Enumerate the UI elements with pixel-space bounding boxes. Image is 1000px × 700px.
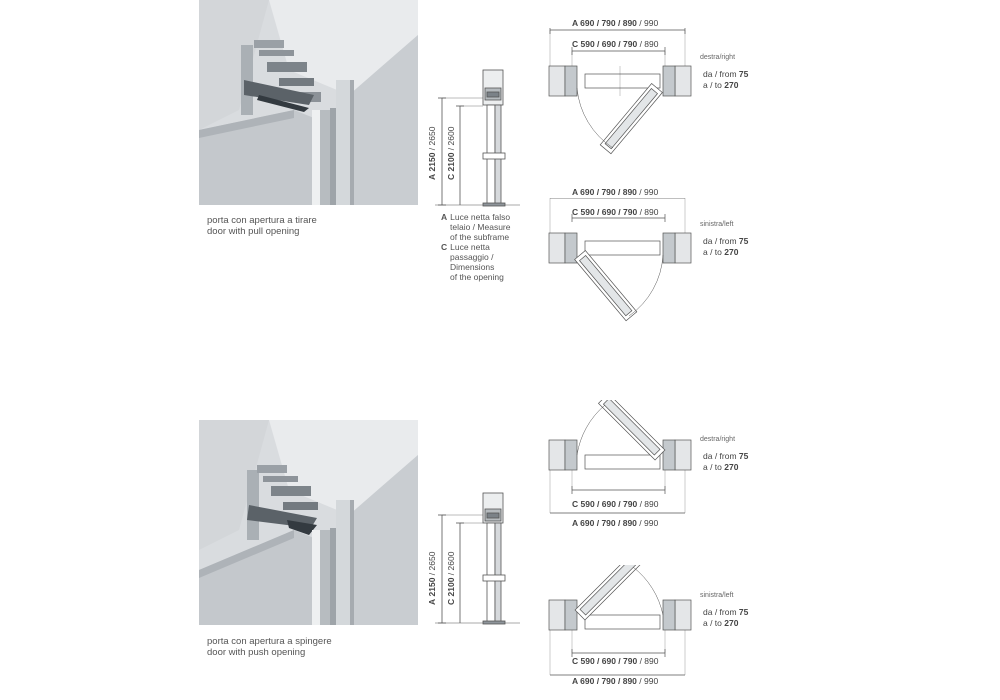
push-vertical-section [425, 485, 525, 635]
push-a-label: A [427, 598, 437, 605]
pull-right-to-value: 270 [724, 80, 739, 90]
pull-door-render [199, 0, 418, 205]
pull-left-to-text: a / to [703, 247, 725, 257]
pull-right-c-main: C 590 / 690 / 790 [572, 39, 638, 49]
pull-a-label: A [427, 173, 437, 180]
legend-a-key: A [441, 212, 448, 222]
push-door-render [199, 420, 418, 625]
push-left-c-main: C 590 / 690 / 790 [572, 656, 638, 666]
push-c-alt: / 2600 [446, 551, 456, 576]
legend-c-text-4: of the opening [450, 272, 504, 282]
pull-c-label: C [446, 173, 456, 180]
pull-c-alt: / 2600 [446, 126, 456, 151]
pull-a-alt: / 2650 [427, 126, 437, 151]
pull-left-a-last: / 990 [636, 187, 659, 197]
pull-right-from-value: 75 [738, 69, 749, 79]
pull-left-c-last: / 890 [637, 207, 659, 217]
push-right-plan-drawing [545, 400, 695, 515]
push-right-from-value: 75 [738, 451, 749, 461]
push-right-c-dimension [572, 499, 659, 509]
push-left-a-main: A 690 / 790 / 890 [572, 676, 637, 686]
pull-caption [207, 215, 317, 237]
push-right-range [703, 451, 748, 473]
pull-left-to-value: 270 [724, 247, 739, 257]
pull-right-a-last: / 990 [636, 18, 659, 28]
legend-c-text-3: Dimensions [450, 262, 495, 272]
pull-right-from-text: da / from [703, 69, 739, 79]
pull-right-plan-drawing [545, 28, 695, 178]
push-right-to-value: 270 [724, 462, 739, 472]
push-left-a-dimension [572, 676, 658, 686]
push-right-side-label: destra/right [700, 436, 736, 443]
push-left-from-value: 75 [738, 607, 749, 617]
push-right-c-last: / 890 [637, 499, 659, 509]
pull-right-a-dimension [572, 18, 658, 28]
pull-left-plan-drawing [545, 198, 695, 328]
legend-a-text-3: of the subframe [450, 232, 510, 242]
legend-c-text-2: passaggio / [450, 252, 494, 262]
push-left-to-text: a / to [703, 618, 725, 628]
pull-right-to-text: a / to [703, 80, 725, 90]
push-dimension-a-vertical [427, 552, 437, 605]
pull-dimension-a-vertical [427, 127, 437, 180]
push-left-from-text: da / from [703, 607, 739, 617]
pull-dimension-c-vertical [446, 127, 456, 180]
push-left-side-label: sinistra/left [700, 592, 734, 599]
pull-left-a-dimension [572, 187, 658, 197]
push-a-value: 2150 [427, 577, 437, 597]
push-caption-english: door with push opening [207, 647, 306, 658]
push-a-alt: / 2650 [427, 551, 437, 576]
pull-vertical-section [425, 60, 525, 210]
pull-right-a-main: A 690 / 790 / 890 [572, 18, 637, 28]
push-c-label: C [446, 598, 456, 605]
push-left-a-last: / 990 [636, 676, 659, 686]
pull-left-range [703, 236, 748, 258]
dimension-legend [441, 212, 510, 282]
push-c-value: 2100 [446, 577, 456, 597]
pull-left-from-text: da / from [703, 236, 739, 246]
pull-left-a-main: A 690 / 790 / 890 [572, 187, 637, 197]
push-left-range [703, 607, 748, 629]
push-left-to-value: 270 [724, 618, 739, 628]
push-right-c-main: C 590 / 690 / 790 [572, 499, 638, 509]
pull-right-side-label: destra/right [700, 54, 736, 61]
push-left-c-last: / 890 [637, 656, 659, 666]
legend-a-text-1: Luce netta falso [450, 212, 511, 222]
push-right-to-text: a / to [703, 462, 725, 472]
push-right-a-last: / 990 [636, 518, 659, 528]
legend-c-text-1: Luce netta [450, 242, 490, 252]
push-dimension-c-vertical [446, 552, 456, 605]
pull-caption-english: door with pull opening [207, 226, 300, 237]
push-left-c-dimension [572, 656, 659, 666]
pull-left-from-value: 75 [738, 236, 749, 246]
push-caption-italian: porta con apertura a spingere [207, 636, 332, 647]
pull-right-c-last: / 890 [637, 39, 659, 49]
push-right-a-dimension [572, 518, 658, 528]
legend-a-text-2: telaio / Measure [450, 222, 511, 232]
push-right-a-main: A 690 / 790 / 890 [572, 518, 637, 528]
legend-c-key: C [441, 242, 448, 252]
push-right-from-text: da / from [703, 451, 739, 461]
pull-right-range [703, 69, 748, 91]
pull-left-c-main: C 590 / 690 / 790 [572, 207, 638, 217]
push-caption [207, 636, 332, 658]
pull-c-value: 2100 [446, 152, 456, 172]
pull-a-value: 2150 [427, 152, 437, 172]
pull-caption-italian: porta con apertura a tirare [207, 215, 317, 226]
pull-left-side-label: sinistra/left [700, 221, 734, 228]
